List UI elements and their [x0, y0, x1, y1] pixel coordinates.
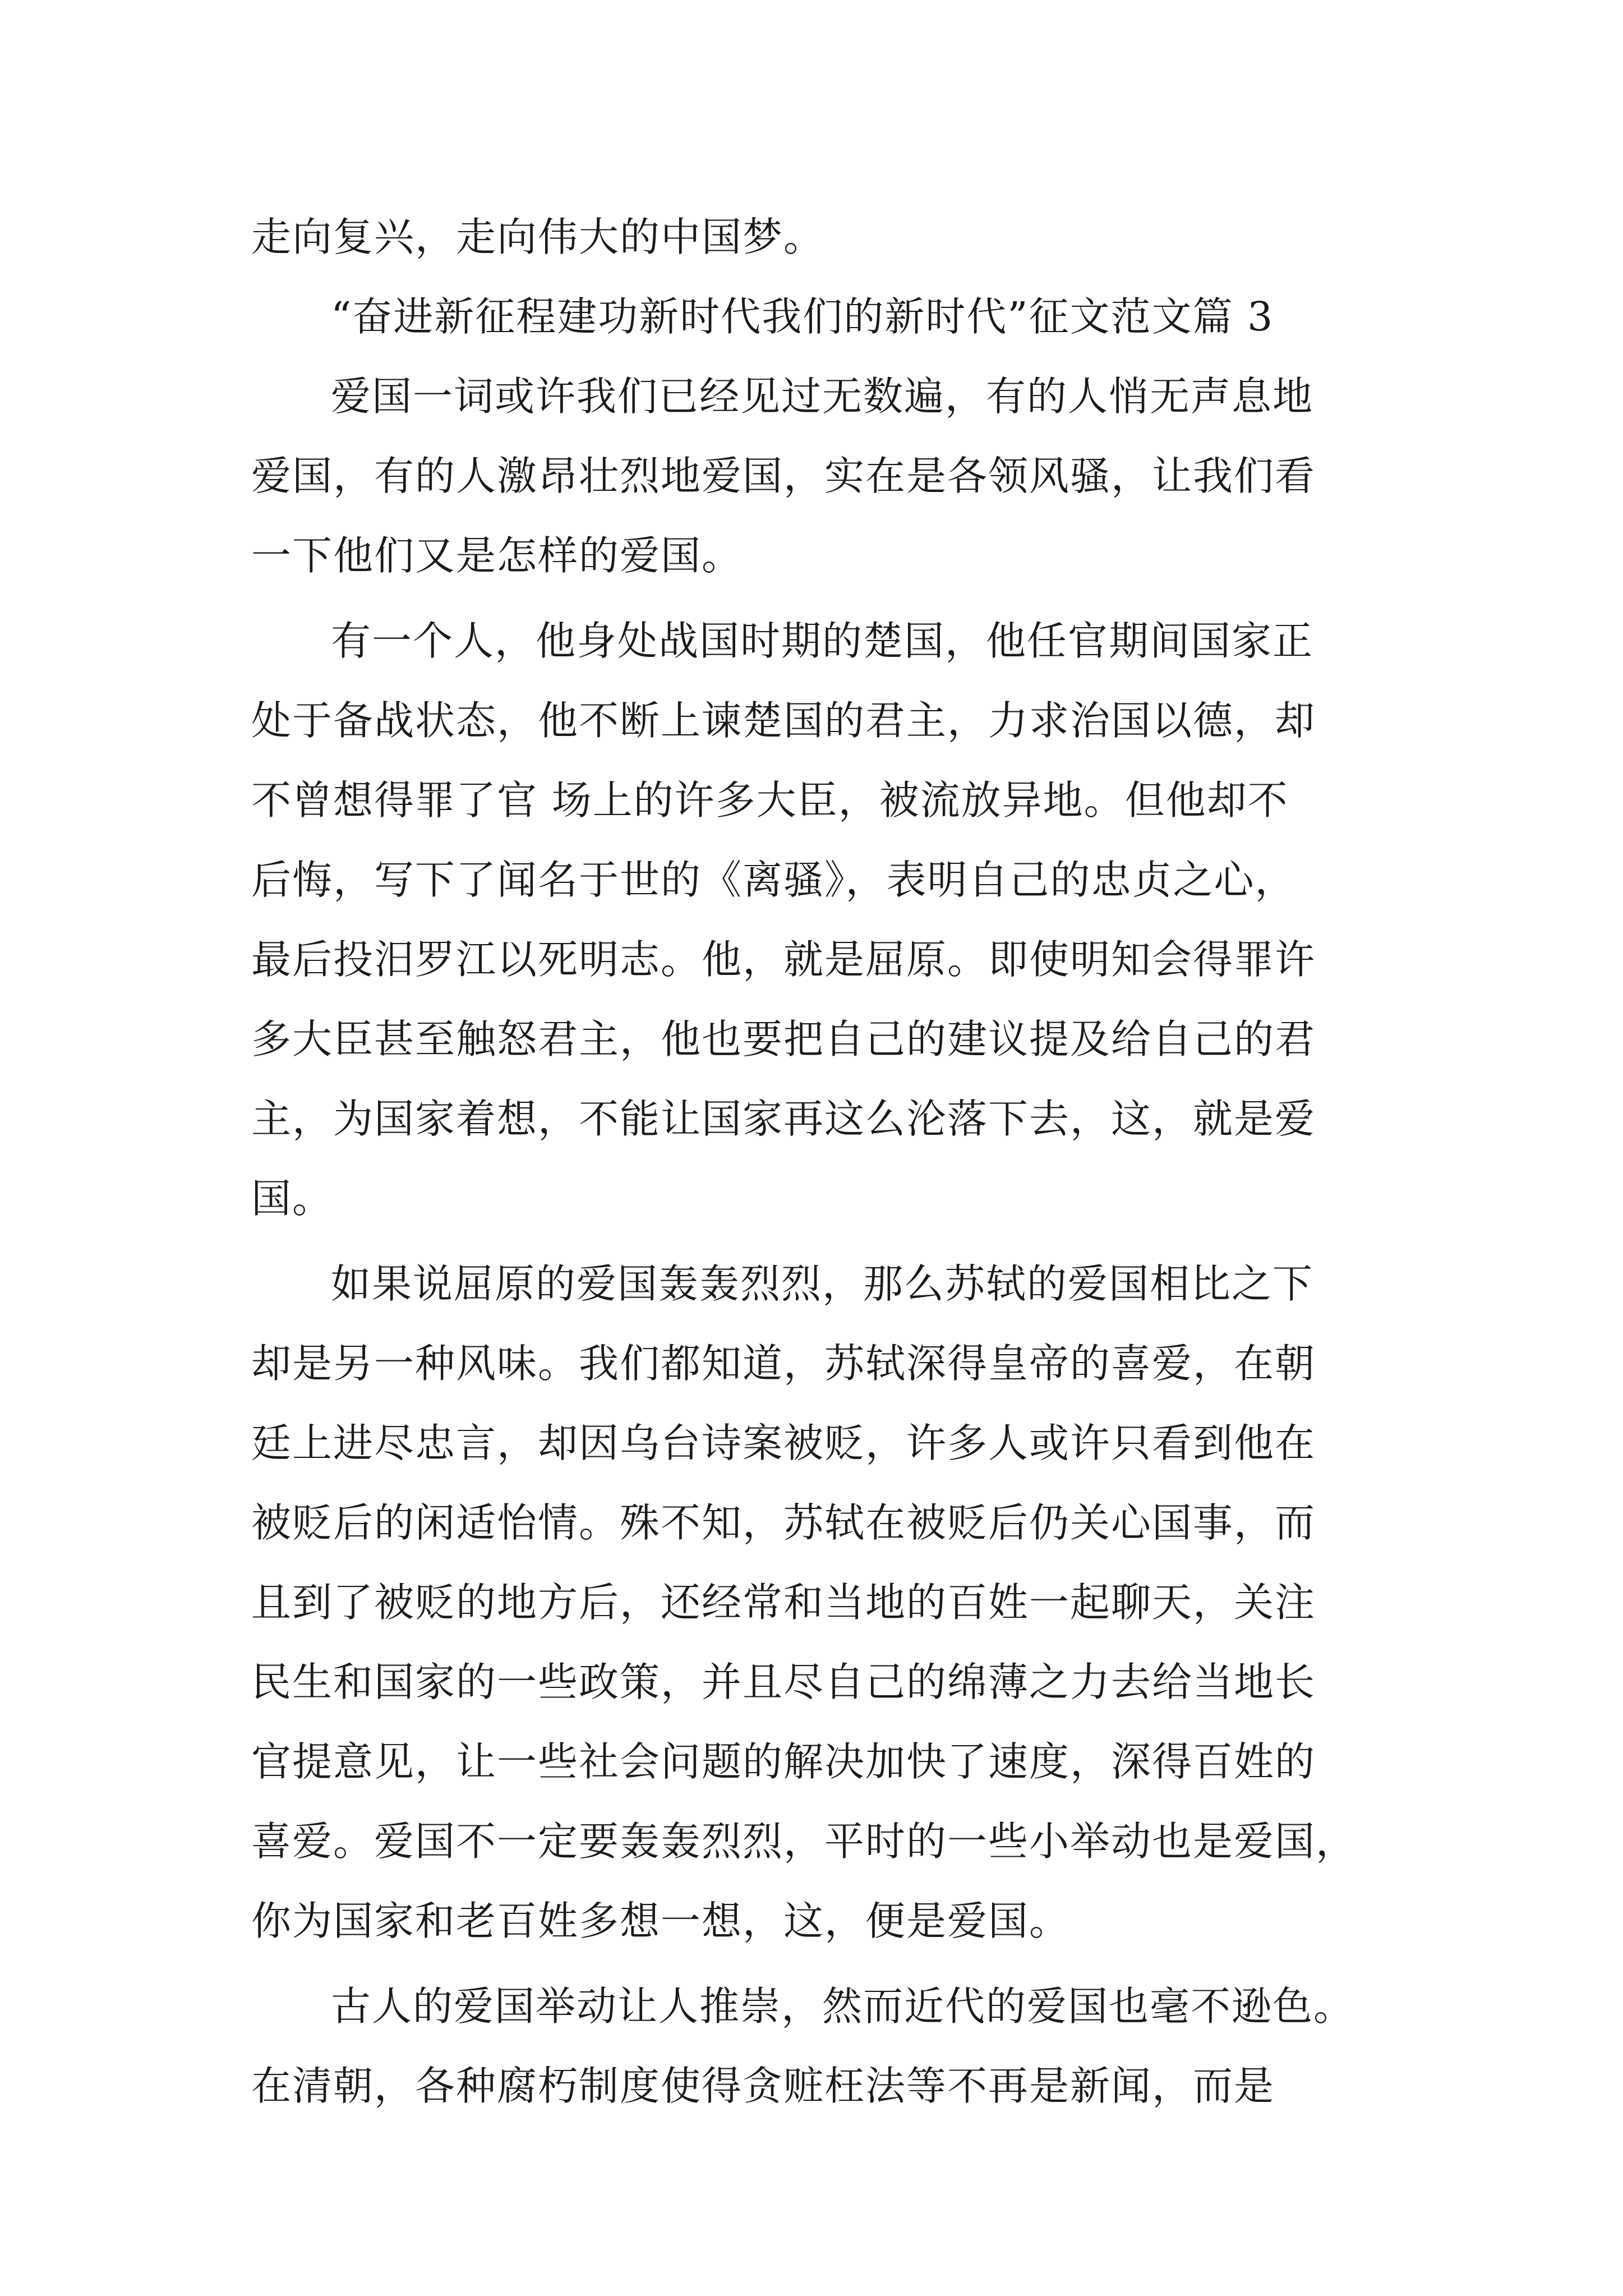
text-line: 被贬后的闲适怡情。殊不知，苏轼在被贬后仍关心国事，而 [251, 1499, 1316, 1546]
text-line: 如果说屈原的爱国轰轰烈烈，那么苏轼的爱国相比之下 [331, 1260, 1314, 1307]
paragraph-gap [251, 1239, 1387, 1244]
text-line: 有一个人，他身处战国时期的楚国，他任官期间国家正 [331, 618, 1314, 664]
text-line: 多大臣甚至触怒君主，他也要把自己的建议提及给自己的君 [251, 1016, 1316, 1062]
text-line: 不曾想得罪了官 场上的许多大臣，被流放异地。但他却不 [251, 777, 1289, 823]
text-line: 且到了被贬的地方后，还经常和当地的百姓一起聊天，关注 [251, 1579, 1316, 1626]
text-line: 最后投汨罗江以死明志。他，就是屈原。即使明知会得罪许 [251, 936, 1316, 983]
paragraph-gap [251, 1961, 1387, 1967]
text-line: 廷上进尽忠言，却因乌台诗案被贬，许多人或许只看到他在 [251, 1420, 1316, 1466]
text-line: 国。 [251, 1175, 334, 1222]
text-line: 官提意见，让一些社会问题的解决加快了速度，深得百姓的 [251, 1738, 1316, 1785]
text-line: 民生和国家的一些政策，并且尽自己的绵薄之力去给当地长 [251, 1659, 1316, 1705]
text-line: 却是另一种风味。我们都知道，苏轼深得皇帝的喜爱，在朝 [251, 1340, 1316, 1387]
text-line: 喜爱。爱国不一定要轰轰烈烈，平时的一些小举动也是爱国， [251, 1818, 1357, 1865]
text-line: 一下他们又是怎样的爱国。 [251, 532, 743, 579]
text-line: 走向复兴，走向伟大的中国梦。 [251, 214, 825, 260]
paragraph-gap [251, 596, 1387, 601]
text-line: 主，为国家着想，不能让国家再这么沦落下去，这，就是爱 [251, 1096, 1316, 1142]
text-line: 古人的爱国举动让人推崇，然而近代的爱国也毫不逊色。 [331, 1983, 1355, 2030]
text-line: 爱国一词或许我们已经见过无数遍，有的人悄无声息地 [331, 373, 1314, 420]
text-line: 后悔，写下了闻名于世的《离骚》，表明自己的忠贞之心， [251, 857, 1296, 903]
text-line: 在清朝，各种腐朽制度使得贪赃枉法等不再是新闻，而是 [251, 2063, 1275, 2109]
text-line: 处于备战状态，他不断上谏楚国的君主，力求治国以德，却 [251, 697, 1316, 744]
text-line: 爱国，有的人激昂壮烈地爱国，实在是各领风骚，让我们看 [251, 453, 1316, 499]
document-body [251, 197, 1387, 2126]
text-line: “奋进新征程建功新时代我们的新时代”征文范文篇 3 [331, 293, 1274, 340]
text-line: 你为国家和老百姓多想一想，这，便是爱国。 [251, 1898, 1071, 1944]
